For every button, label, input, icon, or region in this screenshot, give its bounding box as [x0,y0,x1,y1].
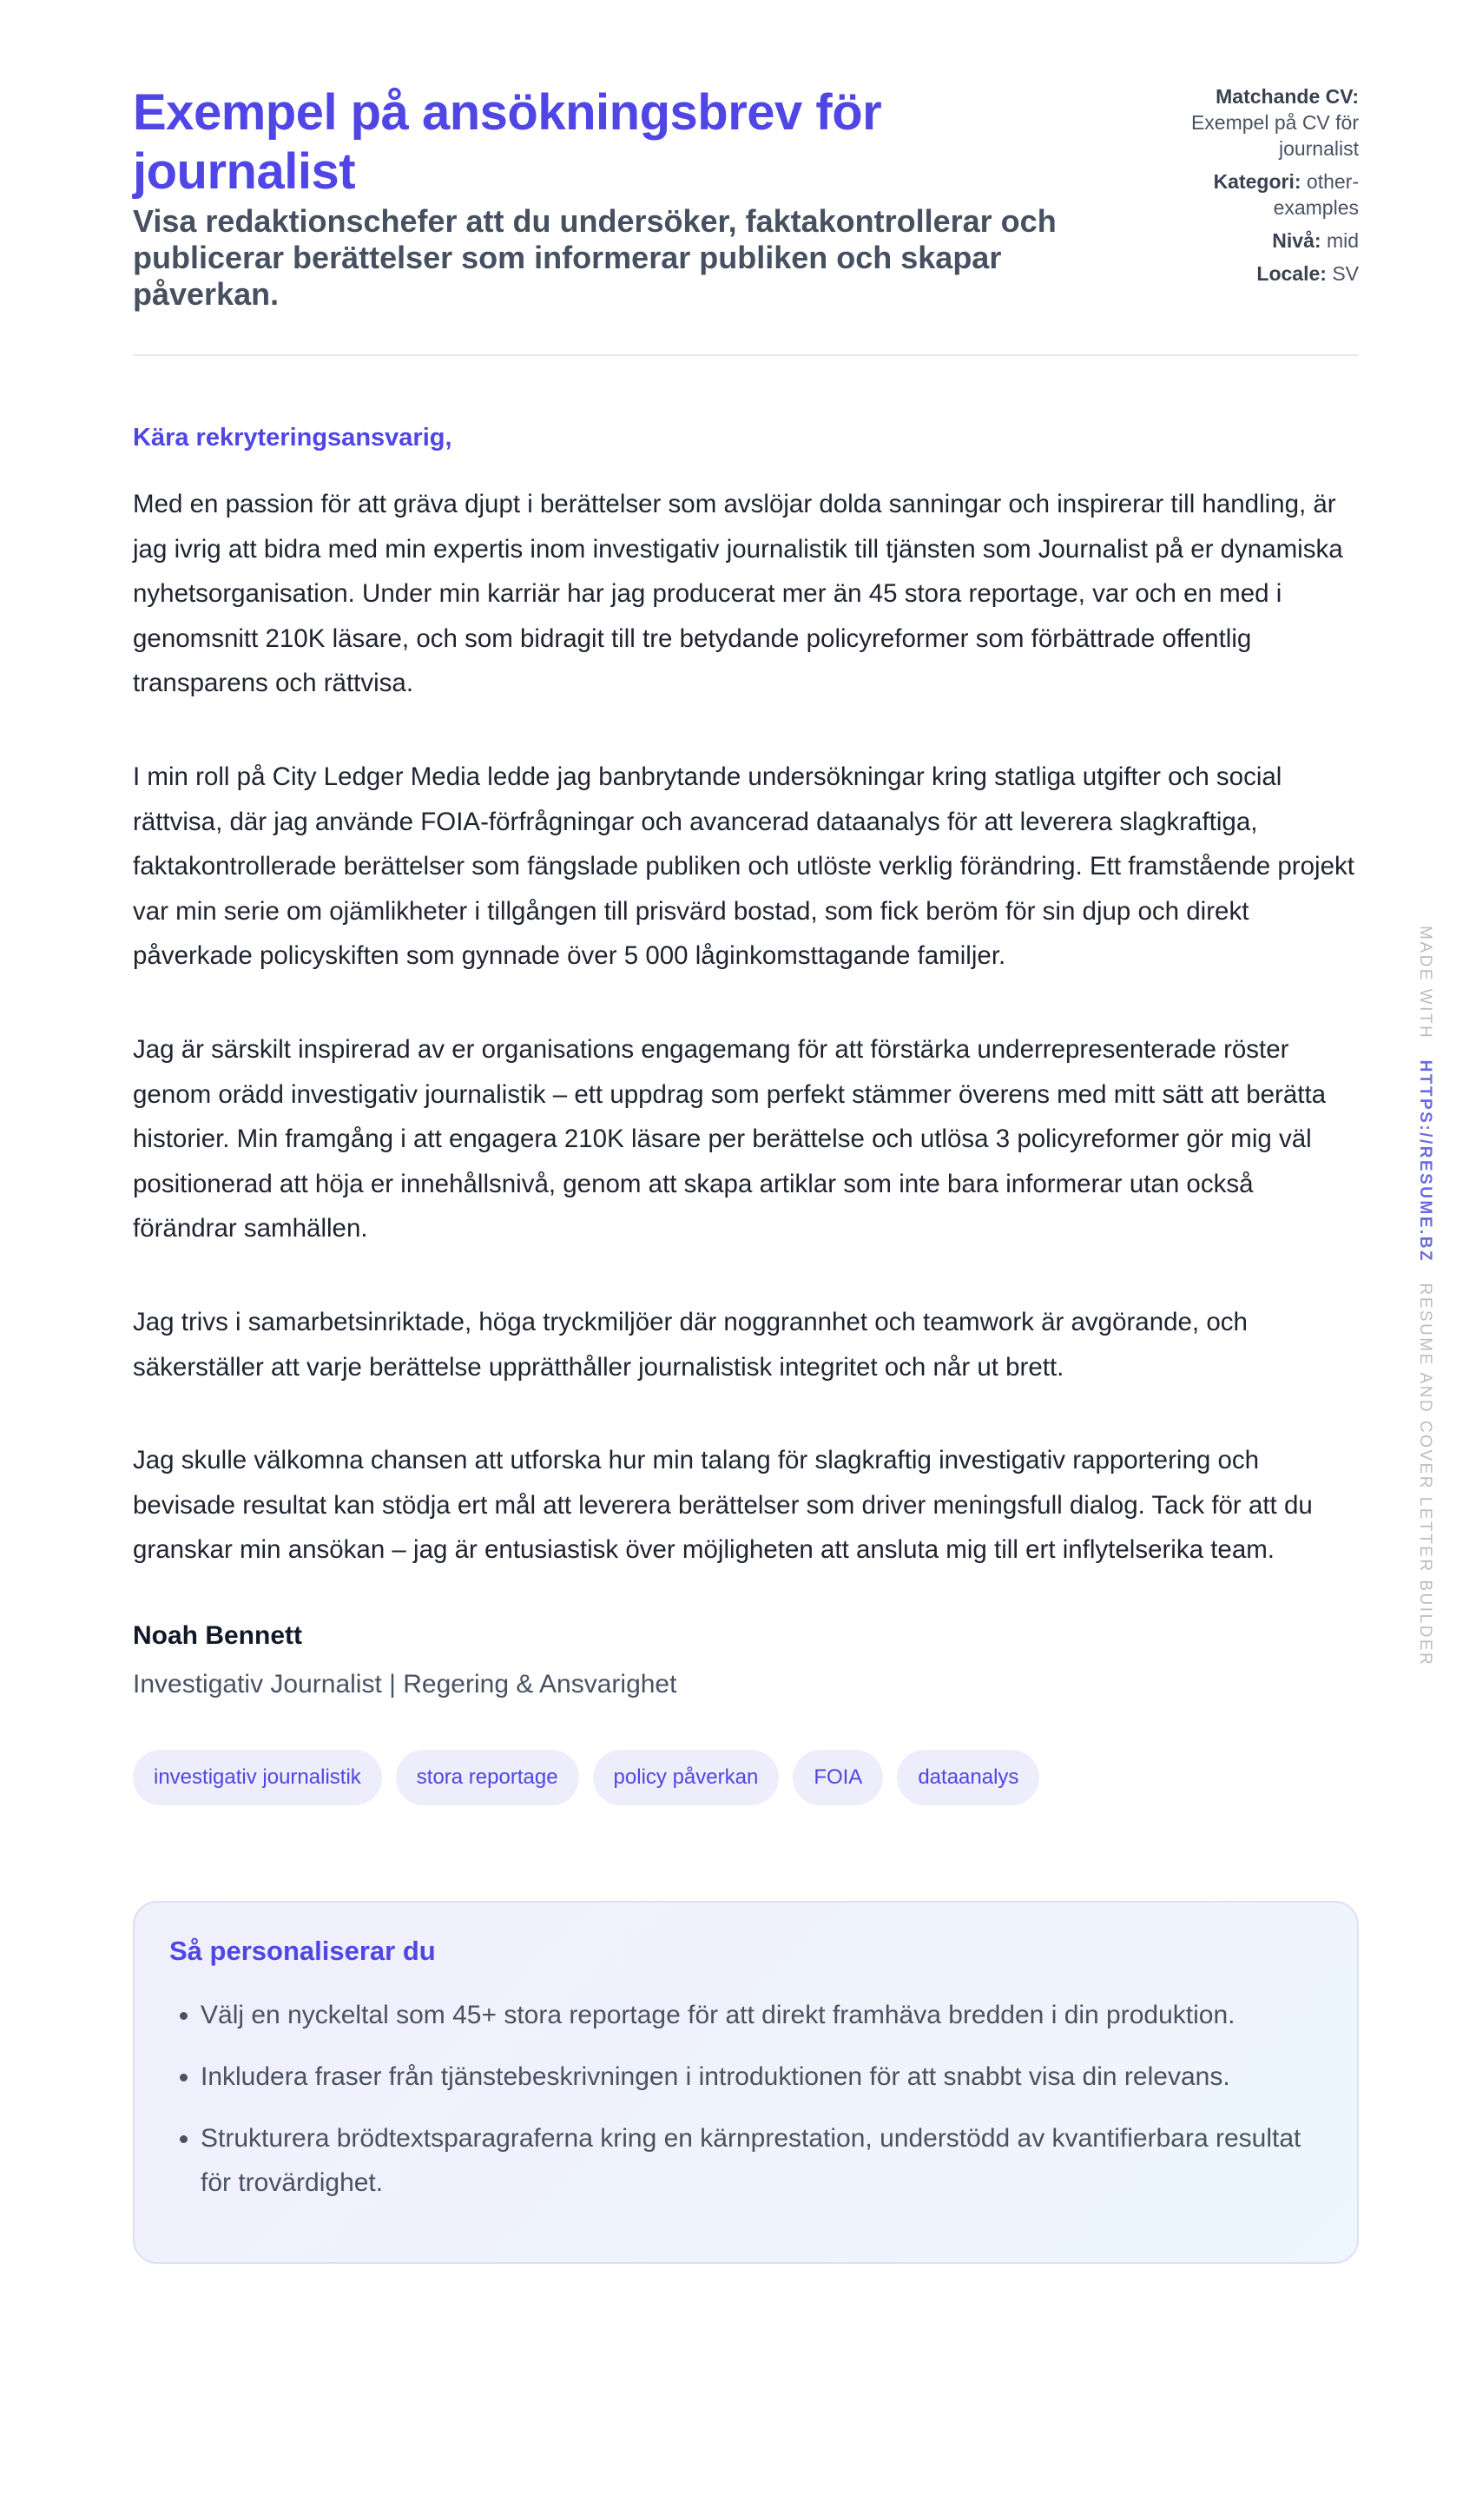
meta-cv [1150,83,1359,162]
signature-role: Investigativ Journalist | Regering & Ansvarighet [133,1669,677,1699]
tips-box [133,1901,1359,2264]
page-title: Exempel på ansökningsbrev för journalist [133,84,882,200]
divider [133,354,1359,356]
paragraph: Jag skulle välkomna chansen att utforska hur min talang för slagkraftig investigativ rapportering och bevisade resultat kan stödja ert mål att leverera berättelser som driver meningsfull dialog. Tack för att du granskar min ansökan – jag är entusiastisk över möjligheten att ansluta mig till ert inflytelserika team. [133,1446,1313,1565]
meta-cv-label: Matchande CV: [1216,85,1359,108]
tag: FOIA [793,1750,883,1805]
meta-category [1150,168,1359,221]
signature-name: Noah Bennett [133,1620,302,1650]
page-subtitle: Visa redaktionschefer att du undersöker, faktakontrollerar och publicerar berättelser som informerar publiken och skapar påverkan. [133,203,1057,312]
paragraph: Jag är särskilt inspirerad av er organisations engagemang för att förstärka underrepresenterade röster genom orädd investigativ journalistik – ett uppdrag som perfekt stämmer överens med mitt sätt att berätta historier. Min framgång i att engagera 210K läsare per berättelse och utlösa 3 policyreformer gör mig väl positionerad att höja er innehållsnivå, genom att skapa artiklar som inte bara informerar utan också förändrar samhällen. [133,1034,1327,1244]
tips-list [169,1993,1322,2205]
tag: dataanalys [897,1750,1039,1805]
greeting: Kära rekryteringsansvarig, [133,424,452,452]
tag: investigativ journalistik [133,1750,382,1805]
watermark-prefix: MADE WITH [1416,926,1434,1040]
tips-title: Så personaliserar du [169,1935,436,1966]
signature [133,1621,1359,1699]
letter-body [133,482,1359,1573]
header [133,83,1359,313]
meta-category-label: Kategori: [1213,170,1301,193]
tip-item: • Inkludera fraser från tjänstebeskrivningen i introduktionen för att snabbt visa din relevans. [201,2055,1322,2099]
page [133,83,1359,2264]
tip-item: • Strukturera brödtextsparagraferna kring en kärnprestation, understödd av kvantifierbara resultat för trovärdighet. [201,2116,1322,2205]
meta-level-label: Nivå: [1272,229,1321,252]
paragraph: I min roll på City Ledger Media ledde jag banbrytande undersökningar kring statliga utgifter och social rättvisa, där jag använde FOIA-förfrågningar och avancerad dataanalys för att leverera slagkraftiga, faktakontrollerade berättelser som fängslade publiken och utlöste verklig förändring. Ett framstående projekt var min serie om ojämlikheter i tillgången till prisvärd bostad, som fick beröm för sin djup och direkt påverkade policyskiften som gynnade över 5 000 låginkomsttagande familjer. [133,762,1354,971]
meta-panel [1150,83,1359,294]
watermark [1415,926,1434,1666]
tag: policy påverkan [593,1750,780,1805]
meta-category-value: other-examples [1273,170,1359,219]
tag-list [133,1750,1359,1805]
titles [133,83,1105,313]
meta-locale-label: Locale: [1256,262,1327,285]
tip-item: • Välj en nyckeltal som 45+ stora reportage för att direkt framhäva bredden i din produktion. [201,1993,1322,2037]
meta-locale [1150,261,1359,287]
meta-locale-value: SV [1332,262,1359,285]
paragraph: Jag trivs i samarbetsinriktade, höga tryckmiljöer där noggrannhet och teamwork är avgörande, och säkerställer att varje berättelse upprätthåller journalistisk integritet och når ut brett. [133,1307,1248,1382]
meta-level-value: mid [1326,229,1359,252]
meta-level [1150,228,1359,254]
tag: stora reportage [396,1750,579,1805]
watermark-link[interactable]: HTTPS://RESUME.BZ [1416,1059,1434,1263]
meta-cv-link[interactable]: Exempel på CV för journalist [1190,111,1359,160]
paragraph: Med en passion för att gräva djupt i berättelser som avslöjar dolda sanningar och inspirerar till handling, är jag ivrig att bidra med min expertis inom investigativ journalistik till tjänsten som Journalist på er dynamiska nyhetsorganisation. Under min karriär har jag producerat mer än 45 stora reportage, var och en med i genomsnitt 210K läsare, och som bidragit till tre betydande policyreformer som förbättrade offentlig transparens och rättvisa. [133,490,1343,698]
watermark-suffix: RESUME AND COVER LETTER BUILDER [1416,1283,1434,1667]
